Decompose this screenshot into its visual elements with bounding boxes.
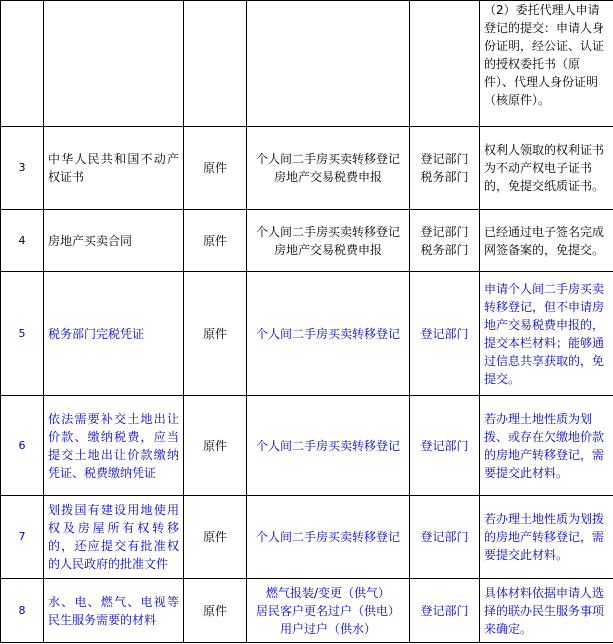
applicable-item: 个人间二手房买卖转移登记	[255, 530, 400, 544]
applicable-item: 个人间二手房买卖转移登记	[255, 224, 400, 239]
table-row	[1, 579, 613, 643]
remark: 若办理土地性质为划拨、或存在欠缴地价款的房地产转移登记，需要提交此材料。	[480, 396, 613, 496]
applicable-item: 用户过户（供水）	[279, 621, 376, 636]
material-form: 原件	[184, 396, 247, 496]
department-name: 税务部门	[420, 242, 469, 257]
row-number: 3	[1, 127, 44, 210]
receiving-department	[410, 127, 480, 210]
applicable-items	[247, 496, 410, 579]
table-row	[1, 127, 613, 210]
receiving-department	[410, 579, 480, 643]
material-form: 原件	[184, 210, 247, 272]
material-form: 原件	[184, 127, 247, 210]
applicable-item: 燃气报装/变更（供气）	[265, 585, 391, 600]
material-name: 中华人民共和国不动产权证书	[44, 127, 184, 210]
material-form: 原件	[184, 272, 247, 396]
applicable-items	[247, 579, 410, 643]
applicable-item: 房地产交易税费申报	[273, 242, 382, 257]
receiving-department	[410, 396, 480, 496]
applicable-items	[247, 396, 410, 496]
table-row	[1, 396, 613, 496]
material-name: 税务部门完税凭证	[44, 272, 184, 396]
remark: 若办理土地性质为划拨的房地产转移登记，需要提交此材料。	[480, 496, 613, 579]
department-name: 税务部门	[420, 170, 469, 184]
applicable-items	[247, 272, 410, 396]
material-form: 原件	[184, 579, 247, 643]
remark: 已经通过电子签名完成网签备案的，免提交。	[480, 210, 613, 272]
material-form: 原件	[184, 496, 247, 579]
applicable-item: 个人间二手房买卖转移登记	[255, 152, 400, 166]
department-name: 登记部门	[420, 326, 469, 341]
row-number: 6	[1, 396, 44, 496]
remark: 权利人领取的权利证书为不动产权电子证书的，免提交纸质证书。	[480, 127, 613, 210]
remark: （2）委托代理人申请登记的提交：申请人身份证明，经公证、认证的授权委托书（原件）、代理人身份证明（核原件）。	[480, 1, 613, 127]
applicable-items	[247, 1, 410, 127]
receiving-department	[410, 496, 480, 579]
receiving-department	[410, 272, 480, 396]
department-name: 登记部门	[420, 438, 469, 453]
applicable-items	[247, 210, 410, 272]
material-name: 划拨国有建设用地使用权及房屋所有权转移的，还应提交有批准权的人民政府的批准文件	[44, 496, 184, 579]
row-number: 4	[1, 210, 44, 272]
material-name: 房地产买卖合同	[44, 210, 184, 272]
applicable-item: 居民客户更名过户（供电）	[255, 603, 400, 618]
material-name: 依法需要补交土地出让价款、缴纳税费，应当提交土地出让价款缴纳凭证、税费缴纳凭证	[44, 396, 184, 496]
department-name: 登记部门	[420, 224, 469, 239]
department-name: 登记部门	[420, 152, 469, 166]
remark: 具体材料依据申请人选择的联办民生服务事项来确定。	[480, 579, 613, 643]
table-row	[1, 496, 613, 579]
row-number	[1, 1, 44, 127]
table-row	[1, 1, 613, 127]
receiving-department	[410, 210, 480, 272]
applicable-item: 个人间二手房买卖转移登记	[255, 326, 400, 341]
material-form	[184, 1, 247, 127]
department-name: 登记部门	[420, 530, 469, 544]
material-name: 水、电、燃气、电视等民生服务需要的材料	[44, 579, 184, 643]
materials-table-body	[1, 1, 613, 643]
department-name: 登记部门	[420, 603, 469, 618]
applicable-items	[247, 127, 410, 210]
table-row	[1, 272, 613, 396]
applicable-item: 房地产交易税费申报	[273, 170, 382, 184]
material-name	[44, 1, 184, 127]
row-number: 7	[1, 496, 44, 579]
receiving-department	[410, 1, 480, 127]
remark: 申请个人间二手房买卖转移登记，但不申请房地产交易税费申报的，提交本栏材料；能够通过信息共享获取的，免提交。	[480, 272, 613, 396]
row-number: 8	[1, 579, 44, 643]
row-number: 5	[1, 272, 44, 396]
applicable-item: 个人间二手房买卖转移登记	[255, 438, 400, 453]
table-row	[1, 210, 613, 272]
